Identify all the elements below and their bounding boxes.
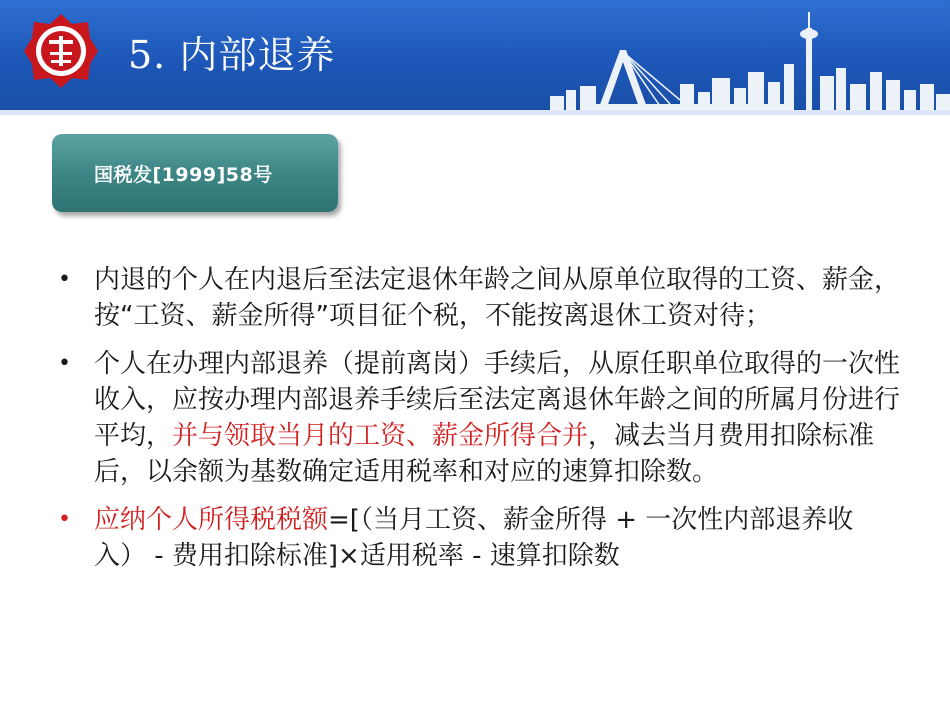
bullet-text: 个人在办理内部退养（提前离岗）手续后，从原任职单位取得的一次性收入，应按办理内部退养手续后至法定离退休年龄之间的所属月份进行平均， bbox=[94, 349, 901, 451]
list-item bbox=[52, 502, 902, 574]
bullet-emphasis: 并与领取当月的工资、薪金所得合并 bbox=[172, 421, 589, 451]
tax-emblem-icon bbox=[22, 12, 100, 90]
list-item bbox=[52, 346, 902, 490]
bullet-dot: • bbox=[58, 267, 71, 292]
page-title: 5. 内部退养 bbox=[128, 33, 336, 77]
bullet-text: =[（当月工资、薪金所得 + 一次性内部退养收入） - 费用扣除标准]×适用税率 - 速算扣除数 bbox=[94, 505, 854, 571]
slide-header bbox=[0, 0, 950, 110]
city-skyline-icon bbox=[530, 0, 950, 110]
bullet-dot: • bbox=[58, 351, 71, 376]
header-divider bbox=[0, 110, 950, 115]
list-item bbox=[52, 262, 902, 334]
bullet-dot: • bbox=[58, 507, 71, 532]
document-reference-badge bbox=[52, 134, 338, 212]
bullet-text: ，减去当月费用扣除标准后，以余额为基数确定适用税率和对应的速算扣除数。 bbox=[94, 421, 875, 487]
bullet-list bbox=[52, 262, 902, 586]
bullet-text: 内退的个人在内退后至法定退休年龄之间从原单位取得的工资、薪金，按“工资、薪金所得”项目征个税，不能按离退休工资对待； bbox=[94, 265, 901, 331]
bullet-emphasis: 应纳个人所得税税额 bbox=[94, 505, 329, 535]
badge-label: 国税发[1999]58号 bbox=[94, 163, 273, 186]
